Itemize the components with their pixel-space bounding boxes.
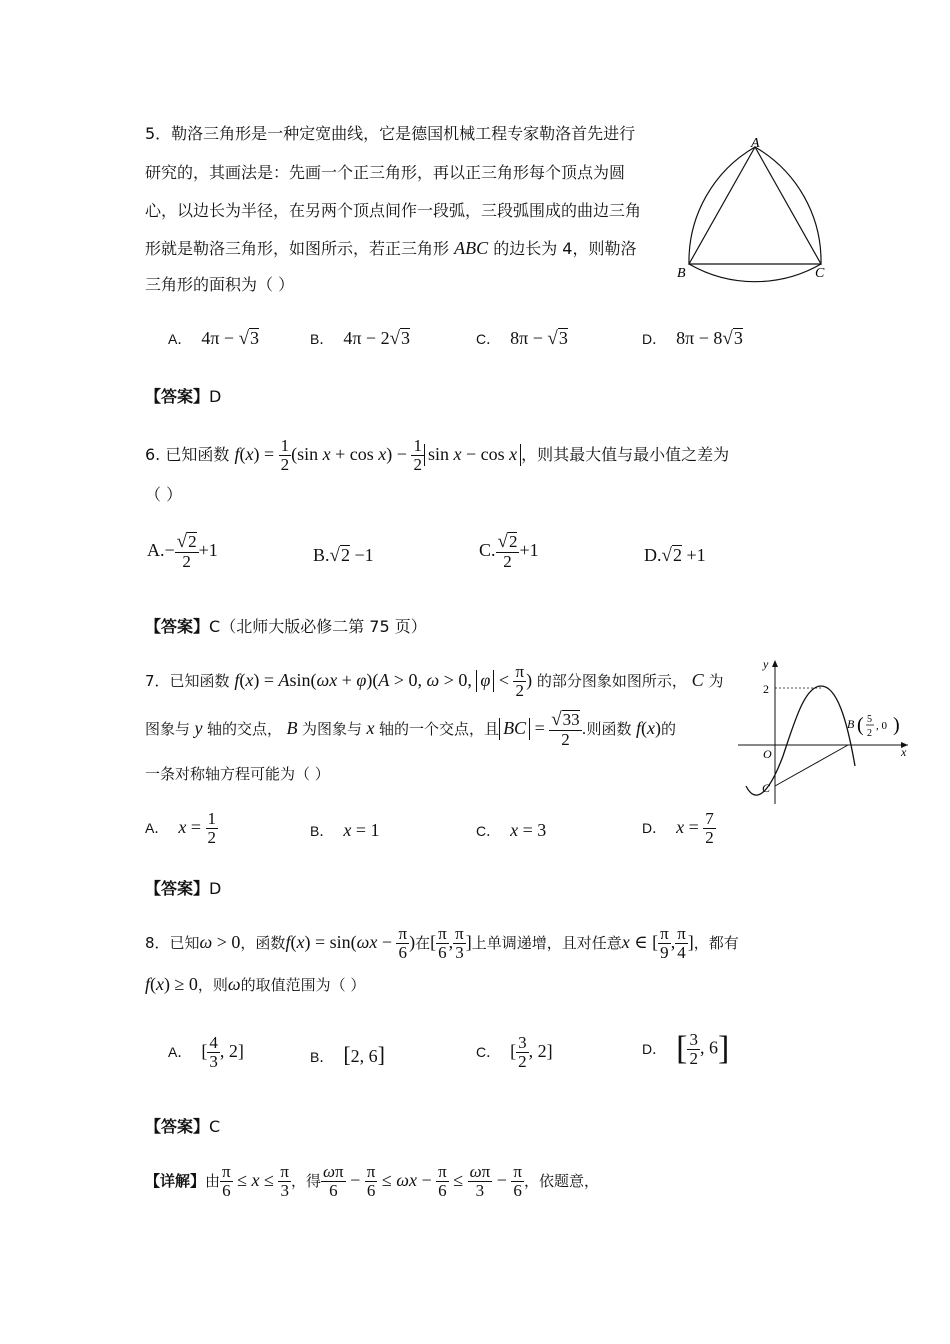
q5-line-1: 5．勒洛三角形是一种定宽曲线，它是德国机械工程专家勒洛首先进行: [145, 124, 636, 143]
q5-triangle-name: ABC: [454, 238, 489, 258]
q7-option-d-label: D．: [642, 819, 667, 836]
q6-option-d[interactable]: D.√2 +1: [644, 545, 706, 566]
q6-option-a[interactable]: A.− $\frac{√2}{2}$ +1: [147, 531, 218, 571]
q6-option-d-label: D.: [644, 545, 662, 565]
q8-line-2b: 的取值范围为（ ）: [240, 976, 366, 994]
q7-option-c[interactable]: C． x = 3: [476, 820, 547, 840]
q7-line-2: 图象与 y 轴的交点， B 为图象与 x 轴的一个交点，且 BC = $\frac{√33}{2}$ .则函数 f(x)的: [145, 709, 676, 750]
detail-a: 由: [205, 1172, 221, 1190]
q5-line-2: 研究的，其画法是：先画一个正三角形，再以正三角形每个顶点为圆: [145, 163, 626, 182]
q5-answer-label: 【答案】: [145, 387, 210, 406]
q5-option-d-label: D．: [642, 331, 667, 347]
q6-option-b-label: B.: [313, 545, 330, 565]
q8-option-b[interactable]: B． [2, 6]: [310, 1042, 385, 1067]
max-value-label: 2: [763, 682, 769, 696]
q8-a: ，函数: [240, 934, 286, 952]
q8-line-2a: ，则: [197, 976, 228, 994]
detail-line: 【详解】由 $\frac{\pi}{6}$ ≤ x ≤ $\frac{\pi}{3}$ ，得 $\frac{\omega\pi}{6}$ − $\frac{\pi}{6}$ ≤ ωx − $\frac{\pi}{6}$ ≤ $\frac{\omega\pi}{3}$ − $\frac{\pi}{6}$ ，依题意，: [145, 1162, 599, 1200]
q5-option-b-label: B．: [310, 331, 334, 347]
q7-line-2e: .则函数: [581, 720, 632, 738]
x-axis-label: x: [901, 745, 907, 759]
vertex-c-label: C: [815, 266, 825, 281]
q8-c: 上单调递增，且对任意: [471, 934, 622, 952]
q8-line-2: f(x) ≥ 0，则ω的取值范围为（ ）: [145, 974, 366, 994]
q7-answer: [145, 876, 221, 899]
svg-text:, 0: , 0: [876, 720, 887, 732]
q8-d: ，都有: [693, 934, 739, 952]
q7-option-a-label: A．: [145, 819, 169, 836]
q7-line-2c: 为图象与: [302, 720, 363, 738]
q8-option-b-label: B．: [310, 1049, 334, 1065]
detail-c: ，依题意，: [523, 1172, 599, 1190]
svg-text:2: 2: [867, 728, 872, 739]
y-axis-arrow-icon: [772, 660, 778, 667]
q5-line-4: [145, 236, 636, 259]
detail-b: ，得: [291, 1172, 322, 1190]
y-axis-label: y: [763, 657, 769, 671]
q6-line-1: 6. 已知函数 f(x) = $\frac{1}{2}$ (sin x + cos x) − $\frac{1}{2}$ sin x − cos x ，则其最大值与最小值之差为: [145, 436, 730, 474]
q7-answer-value: D: [209, 879, 222, 898]
point-c-label: C: [762, 781, 771, 795]
vertex-b-label: B: [677, 266, 686, 281]
q7-line-1: 7．已知函数 f(x) = Asin(ωx + φ)(A > 0, ω > 0, φ < $\frac{\pi}{2}$ ) 的部分图象如图所示， C 为: [145, 662, 724, 700]
q5-answer: [145, 384, 221, 407]
q7-option-b-label: B．: [310, 823, 334, 839]
q7-answer-label: 【答案】: [145, 879, 210, 898]
q6-answer-note: （北师大版必修二第 75 页）: [220, 617, 427, 636]
q6-tail: ，则其最大值与最小值之差为: [521, 445, 730, 464]
q5-option-a-label: A．: [168, 331, 192, 347]
q8-option-a-label: A．: [168, 1043, 192, 1060]
q6-option-a-label: A.: [147, 539, 165, 560]
q8-answer: [145, 1114, 220, 1137]
q7-line-2f: 的: [660, 720, 676, 738]
q8-answer-value: C: [209, 1117, 221, 1136]
q8-option-c-label: C．: [476, 1043, 501, 1060]
q5-line-3: 心，以边长为半径，在另两个顶点间作一段弧，三段弧围成的曲边三角: [145, 201, 642, 220]
reuleaux-triangle-figure: [675, 133, 835, 283]
q7-option-d[interactable]: D． x = $\frac{7}{2}$: [642, 809, 714, 847]
q6-answer-label: 【答案】: [145, 617, 210, 636]
q5-line-4-tail: 的边长为 4，则勒洛: [493, 239, 637, 258]
q7-line-2b: 轴的交点，: [207, 720, 283, 738]
q8-lead: 8．已知: [145, 934, 200, 952]
q5-option-c-label: C．: [476, 331, 501, 347]
q7-lead: 7．已知函数: [145, 672, 230, 690]
q6-lead: 6. 已知函数: [145, 445, 230, 464]
q6-option-c-label: C.: [479, 539, 496, 560]
q8-option-a[interactable]: A． [ $\frac{4}{3}$ , 2]: [168, 1033, 244, 1071]
q5-line-4-text: 形就是勒洛三角形，如图所示，若正三角形: [145, 239, 450, 258]
q7-line-2a: 图象与: [145, 720, 191, 738]
q7-option-b[interactable]: B． x = 1: [310, 820, 380, 840]
reuleaux-arcs: [689, 147, 821, 282]
q7-line-3: 一条对称轴方程可能为（ ）: [145, 765, 330, 783]
svg-text:(: (: [857, 714, 864, 736]
q5-answer-value: D: [209, 387, 222, 406]
origin-label: O: [763, 747, 772, 761]
q6-option-c[interactable]: C. $\frac{√2}{2}$ +1: [479, 531, 539, 571]
q5-option-b[interactable]: B． 4π − 2√3: [310, 328, 411, 349]
q8-b: 在: [415, 934, 431, 952]
q8-line-1: 8．已知ω > 0，函数f(x) = sin(ωx − $\frac{\pi}{6}$ )在[ $\frac{\pi}{6}$ , $\frac{\pi}{3}$ ]上单调递增，且对任意x ∈ [ $\frac{\pi}{9}$ , $\frac{\pi}{4}$ ]，都有: [145, 924, 739, 962]
q8-answer-label: 【答案】: [145, 1117, 210, 1136]
q7-tail: 为: [708, 672, 724, 690]
q8-option-c[interactable]: C． [ $\frac{3}{2}$ , 2]: [476, 1033, 553, 1071]
q5-option-d[interactable]: D． 8π − 8√3: [642, 328, 743, 349]
sine-graph-figure: [733, 656, 913, 806]
q5-option-c[interactable]: C． 8π − √3: [476, 328, 568, 349]
svg-text:5: 5: [867, 714, 872, 725]
q7-point-c: C: [691, 670, 704, 690]
q7-option-c-label: C．: [476, 823, 501, 839]
q6-answer-value: C: [209, 617, 221, 636]
point-b-label: B: [847, 717, 855, 731]
q6-answer: [145, 614, 427, 637]
vertex-a-label: A: [751, 136, 760, 151]
detail-label: 【详解】: [145, 1172, 206, 1190]
q7-option-a[interactable]: A． x = $\frac{1}{2}$: [145, 809, 216, 847]
segment-bc: [775, 745, 848, 786]
q8-option-d[interactable]: D． [ $\frac{3}{2}$ , 6]: [642, 1029, 730, 1068]
q7-line-2d: 轴的一个交点，且: [379, 720, 500, 738]
q7-mid: 的部分图象如图所示，: [536, 672, 687, 690]
q6-line-2: （ ）: [145, 485, 183, 504]
sine-curve: [746, 686, 855, 795]
q6-option-b[interactable]: B.√2 −1: [313, 545, 374, 566]
q5-option-a[interactable]: A． 4π − √3: [168, 328, 260, 349]
q8-option-d-label: D．: [642, 1040, 667, 1057]
q5-line-5: 三角形的面积为（ ）: [145, 275, 295, 294]
svg-text:): ): [893, 714, 900, 736]
point-b-coordinate: [857, 714, 900, 739]
equilateral-triangle: [689, 147, 821, 264]
